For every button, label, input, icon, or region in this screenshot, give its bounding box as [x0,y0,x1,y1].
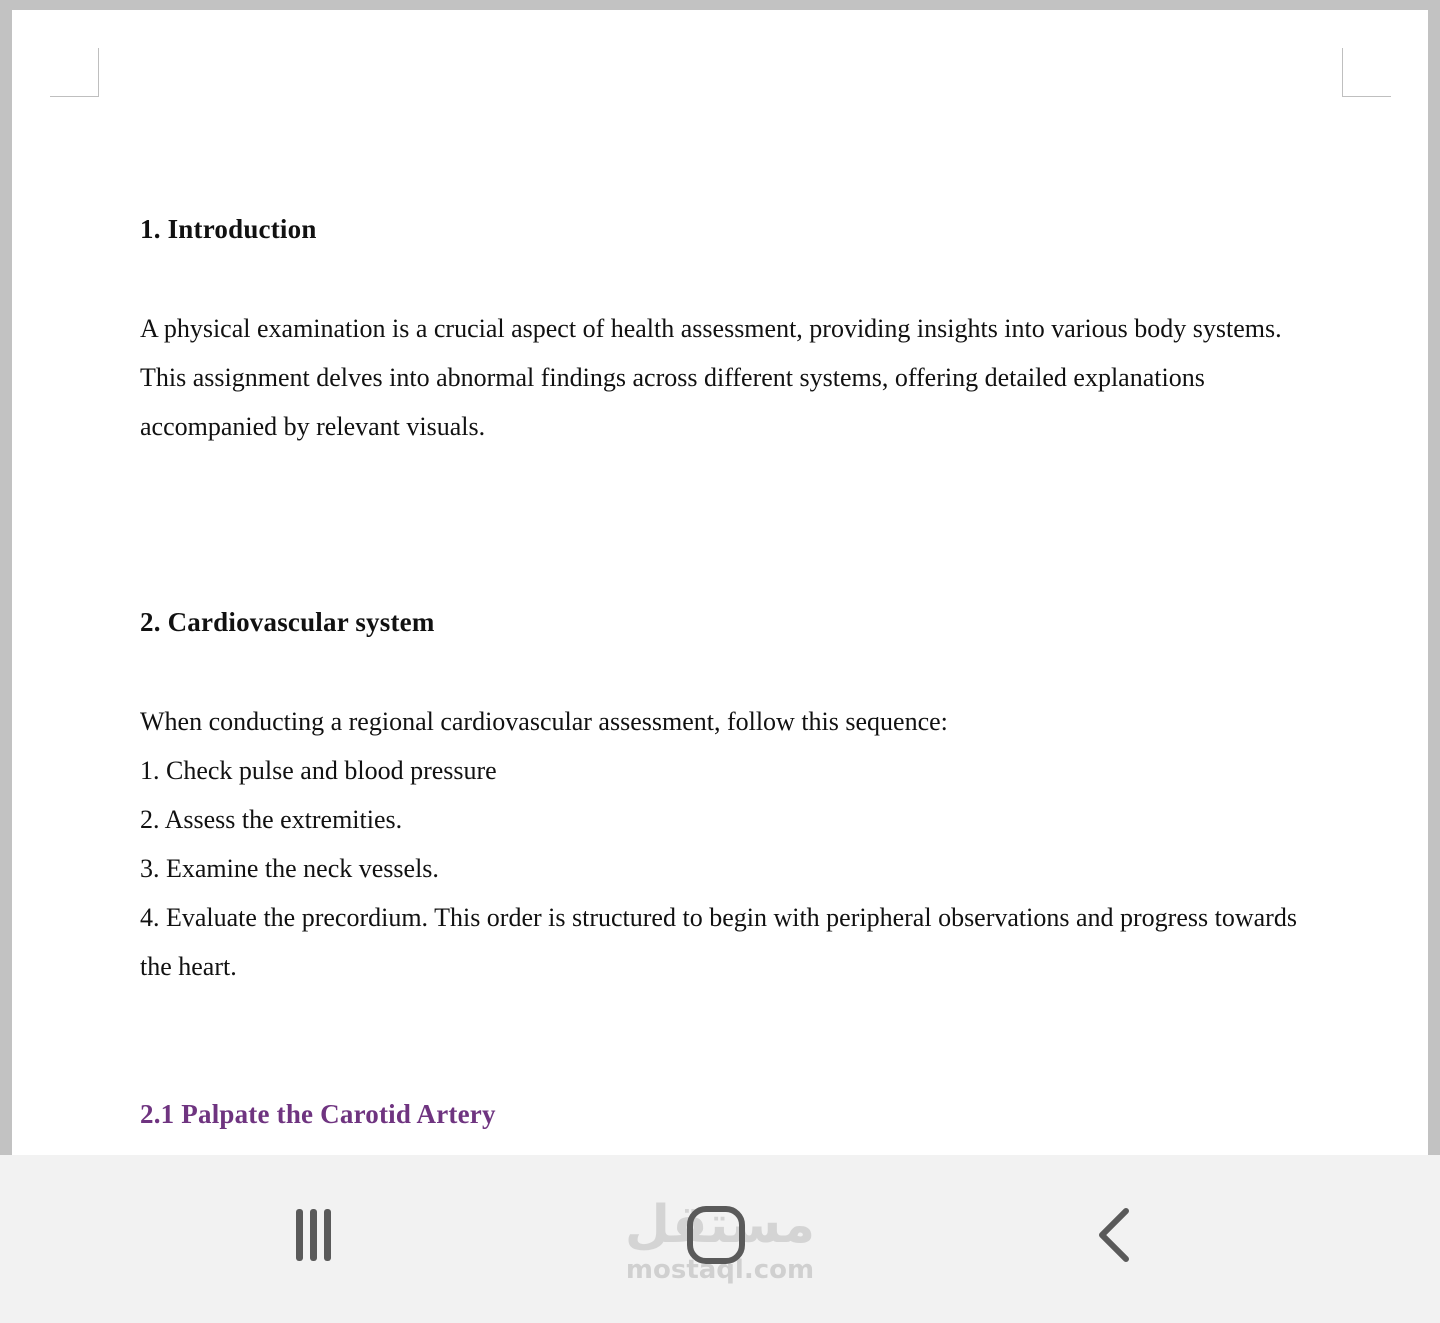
list-item: 2. Assess the extremities. [140,805,403,834]
heading-introduction: 1. Introduction [140,214,317,244]
margin-corner-top-left [50,48,99,97]
watermark-arabic: مستقل [624,1195,816,1255]
back-button[interactable] [1078,1195,1158,1275]
paragraph-introduction: A physical examination is a crucial aspect of health assessment, providing insights into various body systems. This assignment delves into abnormal findings across different systems, offering detailed explanations accompanied by relevant visuals. [140,314,1282,441]
paragraph-cardio-intro: When conducting a regional cardiovascular assessment, follow this sequence: [140,707,948,736]
list-item: 1. Check pulse and blood pressure [140,756,497,785]
margin-corner-top-right [1342,48,1391,97]
document-body[interactable] [140,206,1330,1137]
list-item: 4. Evaluate the precordium. This order is structured to begin with peripheral observations and progress towards the heart. [140,903,1297,981]
watermark-latin: mostaql.com [625,1255,815,1285]
list-item: 3. Examine the neck vessels. [140,854,439,883]
home-button[interactable] [676,1195,756,1275]
subheading-palpate-carotid: 2.1 Palpate the Carotid Artery [140,1099,496,1129]
document-page [12,10,1428,1210]
system-navigation-bar [0,1155,1440,1323]
heading-cardiovascular: 2. Cardiovascular system [140,607,435,637]
recents-button[interactable] [273,1195,353,1275]
home-icon [684,1203,748,1267]
back-icon [1088,1205,1148,1265]
recents-icon [283,1205,343,1265]
